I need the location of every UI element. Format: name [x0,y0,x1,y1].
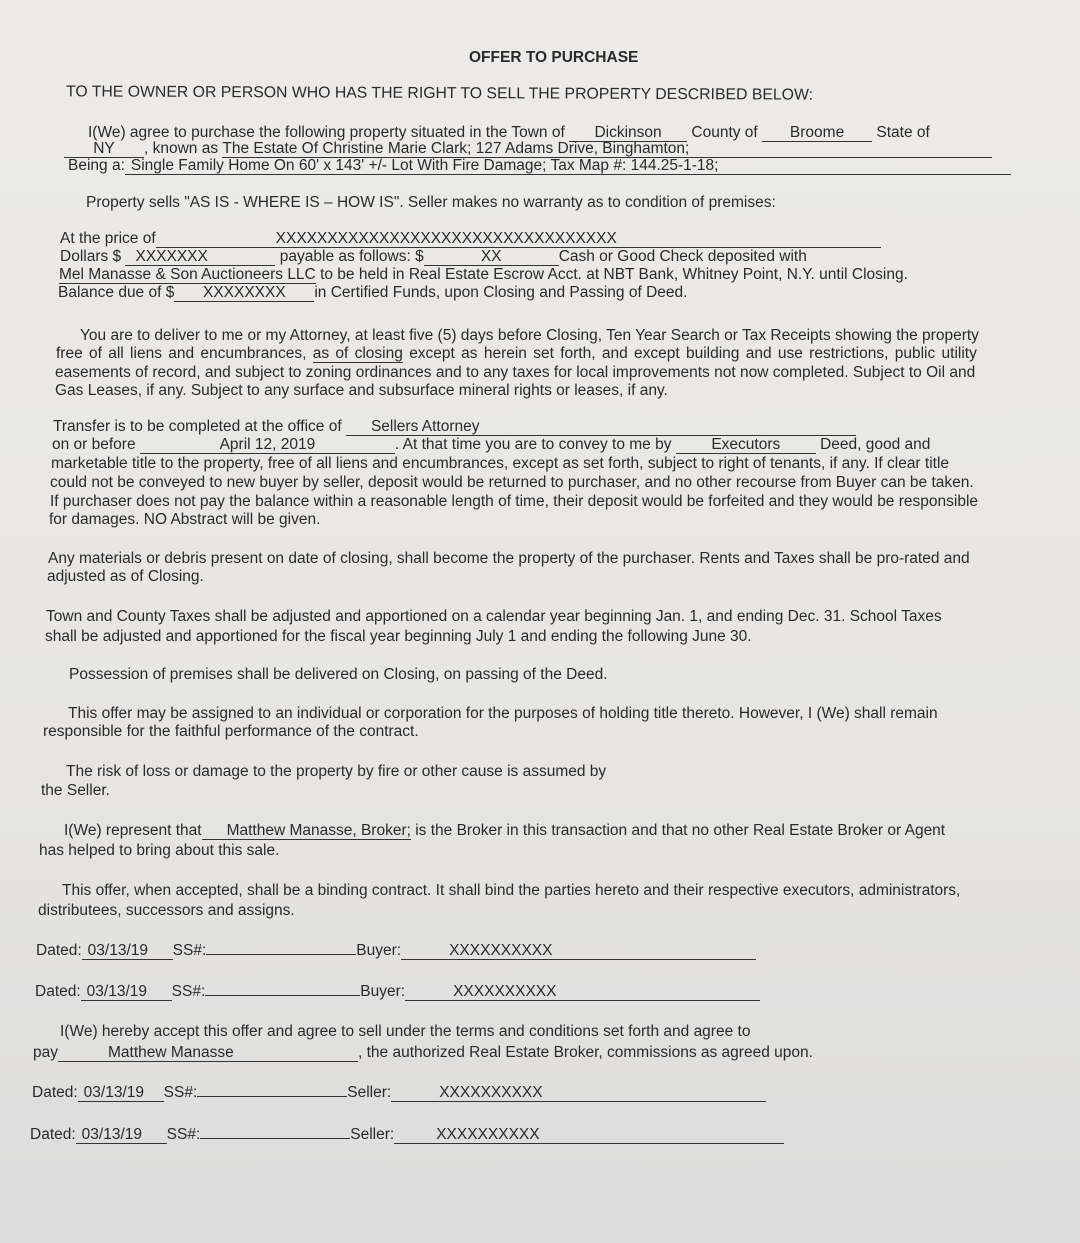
balance-line: Balance due of $ XXXXXXXX in Certified Funds, upon Closing and Passing of Deed. [58,284,688,301]
seller-signature-row: Dated: 03/13/19 SS#: Seller: XXXXXXXXXX [32,1084,766,1102]
buyer-signature-row: Dated: 03/13/19 SS#: Buyer: XXXXXXXXXX [36,942,756,960]
risk-text: the Seller. [41,782,110,799]
buyer-name: XXXXXXXXXX [401,943,756,960]
escrow-holder: Mel Manasse & Son Auctioneers LLC [59,266,316,283]
deed-type-field: Executors [676,437,816,454]
possession-text: Possession of premises shall be delivered on Closing, on passing of the Deed. [69,666,608,683]
attorney-text: free of all liens and encumbrances, as of closing except as herein set forth, and except building and use restrictions, public utility [56,345,977,362]
binding-text: This offer, when accepted, shall be a binding contract. It shall bind the parties hereto and their respective executors, administrators, [62,882,961,899]
broker-field: Matthew Manasse, Broker; [202,823,411,840]
taxes-text: Town and County Taxes shall be adjusted and apportioned on a calendar year beginning Jan. 1, and ending Dec. 31. School Taxes [46,608,942,625]
being-field: Single Family Home On 60' x 143' +/- Lot With Fire Damage; Tax Map #: 144.25-1-18; [125,158,1011,175]
office-field: Sellers Attorney [346,419,856,436]
state-field: NY [64,141,144,158]
purchase-line-3: Being a: Single Family Home On 60' x 143' +/- Lot With Fire Damage; Tax Map #: 144.25-1-18; [68,157,1011,175]
buyer-date: 03/13/19 [82,943,173,960]
attorney-text: You are to deliver to me or my Attorney, at least five (5) days before Closing, Ten Year Search or Tax Receipts showing the property [80,327,979,344]
document-title: OFFER TO PURCHASE [469,49,639,66]
price-words-field: XXXXXXXXXXXXXXXXXXXXXXXXXXXXXXXXX [156,231,881,248]
as-is-clause: Property sells "AS IS - WHERE IS – HOW IS". Seller makes no warranty as to condition of premises: [86,194,776,211]
materials-text: adjusted as of Closing. [47,568,204,585]
county-field: Broome [762,125,872,142]
materials-text: Any materials or debris present on date of closing, shall become the property of the purchaser. Rents and Taxes shall be pro-rated and [48,550,970,567]
known-as-field: The Estate Of Christine Marie Clark; 127 Adams Drive, Binghamton; [222,141,992,158]
broker-text: has helped to bring about this sale. [39,842,280,859]
payee-field: Matthew Manasse [58,1045,358,1062]
attorney-text: Gas Leases, if any. Subject to any surface and subsurface mineral rights or leases, if any. [55,382,668,399]
buyer-date: 03/13/19 [81,984,172,1001]
dollars-field: XXXXXXX [125,249,275,266]
balance-field: XXXXXXXX [174,285,314,302]
escrow-line: Mel Manasse & Son Auctioneers LLC to be held in Real Estate Escrow Acct. at NBT Bank, Whitney Point, N.Y. until Closing. [59,266,908,283]
broker-line: I(We) represent that Matthew Manasse, Broker; is the Broker in this transaction and that no other Real Estate Broker or Agent [64,822,946,839]
transfer-text: could not be conveyed to new buyer by seller, deposit would be returned to purchaser, and no other recourse from Buyer can be taken. [50,474,974,491]
assign-text: responsible for the faithful performance of the contract. [43,723,419,740]
purchase-line-2: NY , known as The Estate Of Christine Marie Clark; 127 Adams Drive, Binghamton; [64,140,992,158]
transfer-text: for damages. NO Abstract will be given. [49,511,321,528]
assign-text: This offer may be assigned to an individual or corporation for the purposes of holding title thereto. However, I (We) shall remain [68,705,938,722]
binding-text: distributees, successors and assigns. [38,902,295,919]
accept-text: I(We) hereby accept this offer and agree to sell under the terms and conditions set forth and agree to [60,1023,751,1040]
date-line: on or before April 12, 2019 . At that time you are to convey to me by Executors Deed, good and [52,436,931,453]
seller-name: XXXXXXXXXX [394,1127,784,1144]
accept-line: pay Matthew Manasse , the authorized Real Estate Broker, commissions as agreed upon. [33,1044,813,1061]
transfer-text: marketable title to the property, free of all liens and encumbrances, except as set forth, subject to right of tenants, if any. If clear title [51,455,950,472]
town-field: Dickinson [569,125,687,142]
closing-date-field: April 12, 2019 [140,437,395,454]
attorney-text: easements of record, and subject to zoning ordinances and to any taxes for local improvements not now completed. Subject to Oil and [55,364,976,381]
seller-name: XXXXXXXXXX [391,1085,766,1102]
buyer-signature-row: Dated: 03/13/19 SS#: Buyer: XXXXXXXXXX [35,983,760,1001]
risk-text: The risk of loss or damage to the property by fire or other cause is assumed by [66,763,607,780]
seller-signature-row: Dated: 03/13/19 SS#: Seller: XXXXXXXXXX [30,1126,784,1144]
deposit-field: XX [424,249,559,266]
address-line: TO THE OWNER OR PERSON WHO HAS THE RIGHT TO SELL THE PROPERTY DESCRIBED BELOW: [65,83,814,104]
seller-date: 03/13/19 [78,1085,164,1102]
price-line: At the price of XXXXXXXXXXXXXXXXXXXXXXXXXXXXXXXXX [60,230,881,248]
seller-date: 03/13/19 [76,1127,167,1144]
purchase-line-1: I(We) agree to purchase the following property situated in the Town of Dickinson County of Broome State of [88,124,930,141]
transfer-line: Transfer is to be completed at the office of Sellers Attorney [53,418,856,436]
dollars-line: Dollars $ XXXXXXX payable as follows: $ XX Cash or Good Check deposited with [60,248,807,265]
transfer-text: If purchaser does not pay the balance within a reasonable length of time, their deposit would be forfeited and they would be responsible [50,493,979,510]
buyer-name: XXXXXXXXXX [405,984,760,1001]
taxes-text: shall be adjusted and apportioned for the fiscal year beginning July 1 and ending the following June 30. [45,628,752,645]
